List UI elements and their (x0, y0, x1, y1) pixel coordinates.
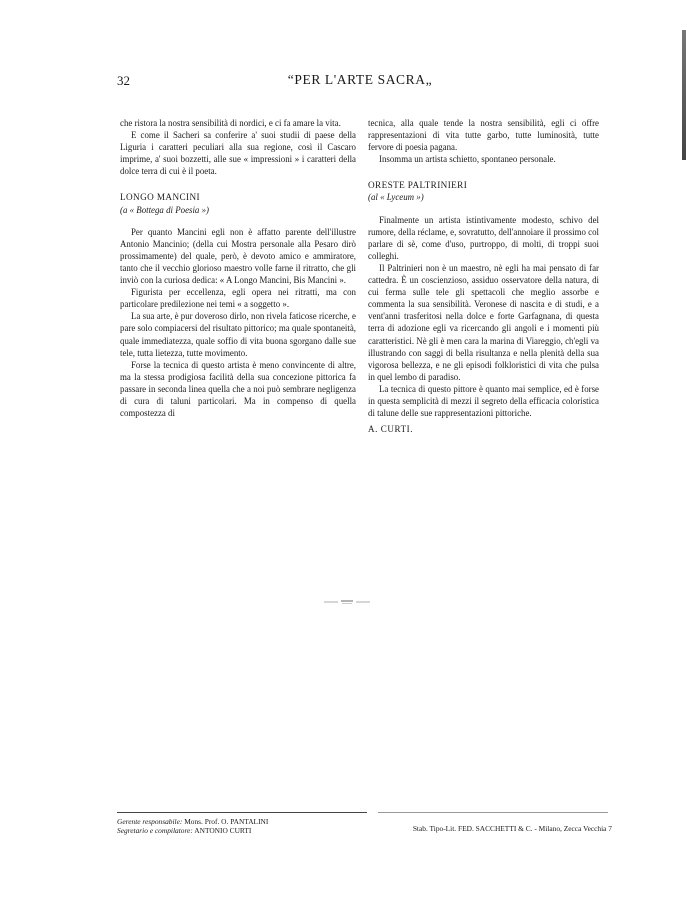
footer-credits (117, 817, 268, 835)
section-subtitle: (al « Lyceum ») (368, 192, 424, 203)
footer-rule (378, 812, 608, 813)
paragraph: La sua arte, è pur doveroso dirlo, non rivela faticose ricerche, e pare solo compiacersi del risultato pittorico; ma quale spontaneità, quale immediatezza, quale soffio di vita buona sgorgano dalle sue tele, tutta lietezza, tutte movimento. (120, 311, 356, 358)
running-title: “PER L'ARTE SACRA„ (287, 72, 433, 87)
section-title-oreste-paltrinieri: ORESTE PALTRINIERI (368, 180, 468, 191)
author-signature: A. CURTI. (368, 424, 414, 435)
paragraph: che ristora la nostra sensibilità di nordici, e ci fa amare la vita. (120, 118, 341, 128)
manager-name: Mons. Prof. O. PANTALINI (184, 817, 269, 826)
paragraph: Insomma un artista schietto, spontaneo personale. (379, 154, 556, 165)
manager-role: Gerente responsabile: (117, 817, 183, 826)
paragraph: E come il Sacheri sa conferire a' suoi studii di paese della Liguria i caratteri peculiari alla sua regione, così il Cascaro imprime, a' suoi bozzetti, alle sue « impressioni » i caratteri della dolce terra di cui è il poeta. (120, 130, 356, 177)
paragraph: Finalmente un artista istintivamente modesto, schivo del rumore, della réclame, e, sovratutto, dell'annoiare il prossimo col parlare di sè, come d'uso, purtroppo, di molti, di troppi suoi colleghi. (368, 214, 599, 261)
section-title-longo-mancini: LONGO MANCINI (120, 192, 200, 203)
paragraph: Il Paltrinieri non è un maestro, nè egli ha mai pensato di far cattedra. È un coscienzioso, assiduo osservatore della natura, di cui ferma sulle tele gli spettacoli che meglio assorbe e commenta la sua sensibilità. Veronese di nascita e di studi, e a vent'anni trasferitosi nella dolce e forte Garfagnana, di questa terra di adozione egli va ricercando gli angoli e i momenti più caratteristici. Nè gli è men cara la marina di Viareggio, ch'egli va illustrando con saggi di bella risultanza e nella plenità della sua vigorosa bellezza, e ne gli episodi folkloristici di vita che pulsa in quel lembo di paradiso. (368, 262, 599, 382)
page-number: 32 (117, 73, 130, 88)
paragraph: tecnica, alla quale tende la nostra sensibilità, egli ci offre rappresentazioni di vita tutte garbo, tutte luminosità, tutte fervore di poesia pagana. (368, 118, 599, 153)
left-column (120, 117, 356, 419)
ornament-divider-icon (324, 598, 370, 606)
footer-rule (117, 812, 367, 813)
paragraph: Figurista per eccellenza, egli opera nei ritratti, ma con particolare predilezione nei temi « a soggetto ». (120, 287, 356, 310)
scan-edge-mark (682, 30, 686, 160)
secretary-name: ANTONIO CURTI (194, 826, 252, 836)
secretary-role: Segretario e compilatore: (117, 826, 193, 836)
paragraph: Forse la tecnica di questo artista è meno convincente di altre, ma la stessa prodigiosa facilità della sua concezione pittorica fa passare in seconda linea quella che a noi può sembrare negligenza di cura di taluni particolari. Ma in compenso di quella compostezza di (120, 359, 356, 419)
right-column (368, 117, 599, 435)
section-subtitle: (a « Bottega di Poesia ») (120, 204, 209, 215)
printer-credit: Stab. Tipo-Lit. FED. SACCHETTI & C. - Milano, Zecca Vecchia 7 (412, 824, 612, 833)
paragraph: La tecnica di questo pittore è quanto mai semplice, ed è forse in questa semplicità di mezzi il segreto della efficacia coloristica di talune delle sue rappresentazioni pittoriche. (368, 383, 599, 419)
paragraph: Per quanto Mancini egli non è affatto parente dell'illustre Antonio Mancinio; (della cui Mostra personale alla Pesaro dirò prossimamente) del quale, però, è devoto amico e ammiratore, tanto che il vecchio glorioso maestro volle farne il ritratto, che gli inviò con la curiosa dedica: « A Longo Mancini, Bis Mancini ». (120, 226, 356, 286)
